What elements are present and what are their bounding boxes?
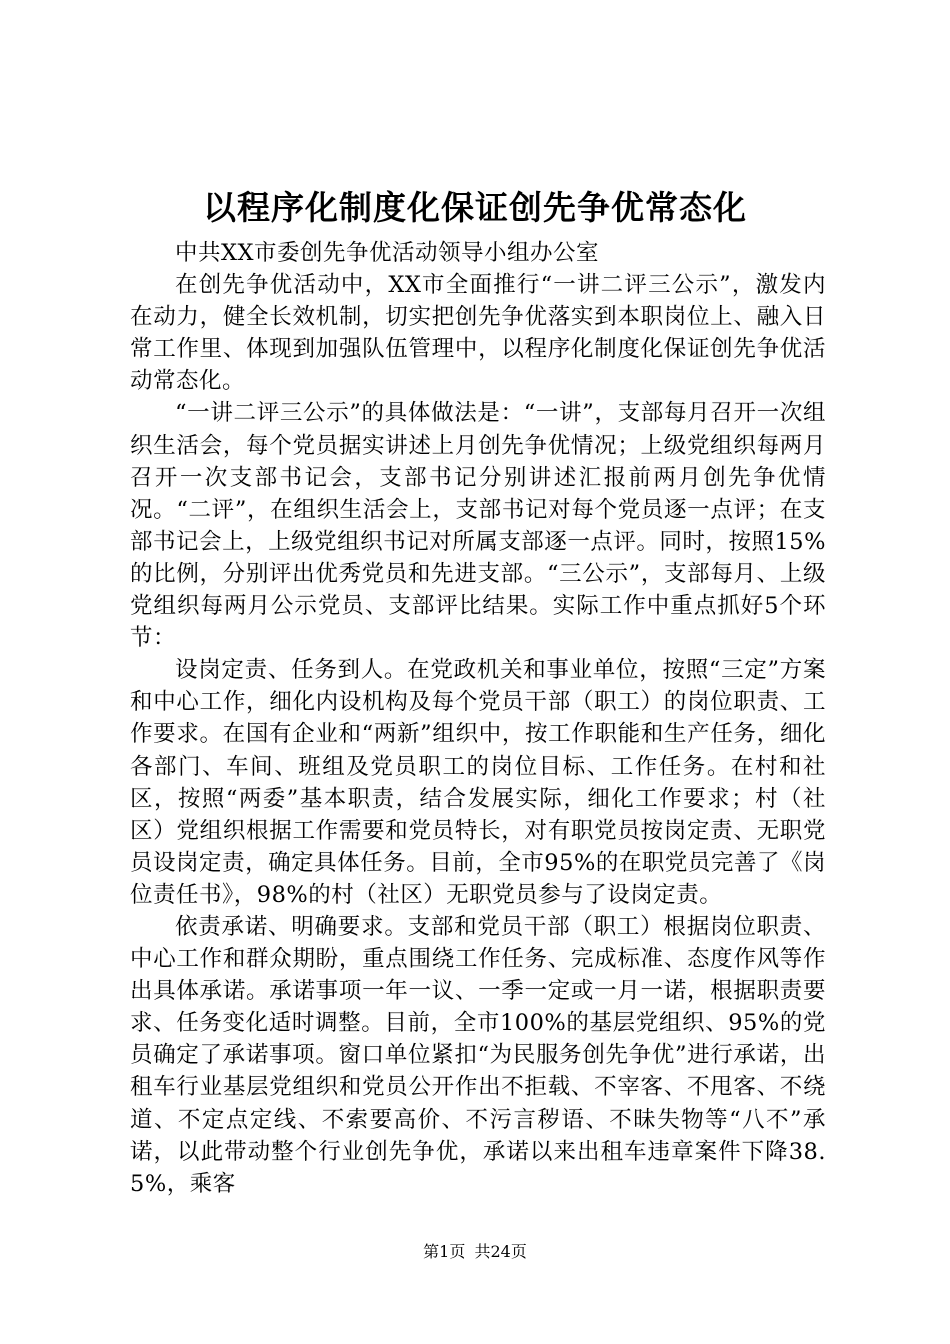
paragraph-commitment: 依责承诺、明确要求。支部和党员干部（职工）根据岗位职责、中心工作和群众期盼，重点围绕工作任务、完成标准、态度作风等作出具体承诺。承诺事项一年一议、一季一定或一月一诺，根据职责要求、任务变化适时调整。目前，全市100%的基层党组织、95%的党员确定了承诺事项。窗口单位紧扣“为民服务创先争优”进行承诺，出租车行业基层党组织和党员公开作出不拒载、不宰客、不甩客、不绕道、不定点定线、不索要高价、不污言秽语、不昧失物等“八不”承诺，以此带动整个行业创先争优，承诺以来出租车违章案件下降38.5%，乘客 — [130, 913, 826, 1197]
page-total: 共24页 — [474, 1242, 527, 1261]
paragraph-post-duty: 设岗定责、任务到人。在党政机关和事业单位，按照“三定”方案和中心工作，细化内设机构及每个党员干部（职工）的岗位职责、工作要求。在国有企业和“两新”组织中，按工作职能和生产任务，细化各部门、车间、班组及党员职工的岗位目标、工作任务。在村和社区，按照“两委”基本职责，结合发展实际，细化工作要求；村（社区）党组织根据工作需要和党员特长，对有职党员按岗定责、无职党员设岗定责，确定具体任务。目前，全市95%的在职党员完善了《岗位责任书》，98%的村（社区）无职党员参与了设岗定责。 — [130, 657, 826, 908]
page-footer — [0, 1240, 950, 1264]
paragraph-intro: 在创先争优活动中，XX市全面推行“一讲二评三公示”，激发内在动力，健全长效机制，切实把创先争优落实到本职岗位上、融入日常工作里、体现到加强队伍管理中，以程序化制度化保证创先争优活动常态化。 — [130, 272, 826, 395]
paragraph-method: “一讲二评三公示”的具体做法是：“一讲”，支部每月召开一次组织生活会，每个党员据实讲述上月创先争优情况；上级党组织每两月召开一次支部书记会，支部书记分别讲述汇报前两月创先争优情况。“二评”，在组织生活会上，支部书记对每个党员逐一点评；在支部书记会上，上级党组织书记对所属支部逐一点评。同时，按照15%的比例，分别评出优秀党员和先进支部。“三公示”，支部每月、上级党组织每两月公示党员、支部评比结果。实际工作中重点抓好5个环节： — [130, 400, 826, 652]
document-body — [130, 237, 826, 1200]
author-line: 中共XX市委创先争优活动领导小组办公室 — [175, 240, 600, 266]
document-title: 以程序化制度化保证创先争优常态化 — [203, 188, 747, 227]
page-number: 第1页 — [423, 1242, 466, 1261]
